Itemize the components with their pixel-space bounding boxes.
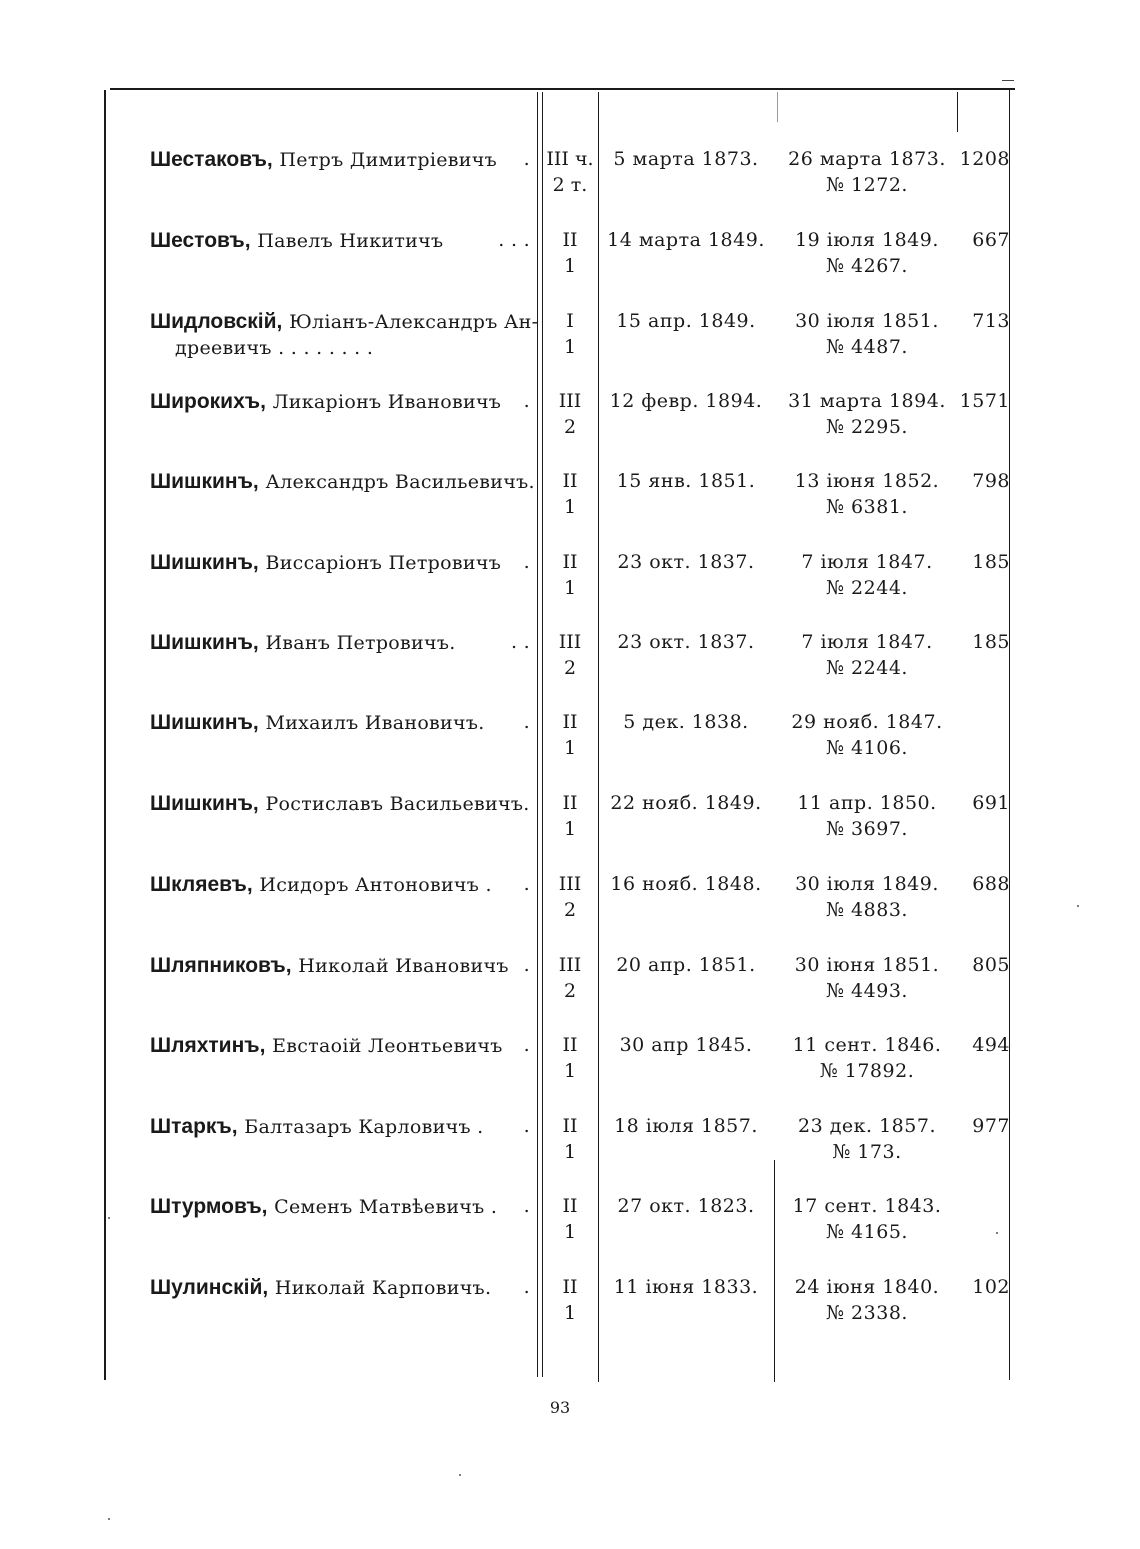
person-name: [150, 871, 530, 898]
surname: Шляхтинъ,: [150, 1034, 266, 1057]
order-number: № 3697.: [826, 818, 908, 840]
person-name: [150, 952, 530, 979]
order-date: 17 сент. 1843.: [792, 1195, 942, 1217]
date-cell: 23 окт. 1837.: [617, 551, 755, 573]
surname: Шидловскій,: [150, 310, 283, 333]
order-number: № 2244.: [826, 657, 908, 679]
given-name: Николай Карповичъ.: [274, 1277, 492, 1299]
person-name: [150, 1274, 530, 1301]
given-name: Евстаоій Леонтьевичъ: [272, 1035, 503, 1057]
surname: Штаркъ,: [150, 1115, 238, 1138]
rank-grade: 1: [563, 577, 577, 599]
table-row: [0, 790, 1140, 868]
order-number: № 2338.: [826, 1302, 908, 1324]
person-name: [150, 227, 530, 254]
record-number: 691: [972, 792, 1010, 814]
order-cell: [776, 790, 958, 842]
record-number: 185: [972, 551, 1010, 573]
rank-grade: 1: [563, 737, 577, 759]
given-name: Николай Ивановичъ: [298, 955, 509, 977]
table-row: [0, 629, 1140, 707]
dot-leader: .: [523, 1115, 530, 1137]
rank-class: II: [562, 470, 578, 492]
table-row: [0, 549, 1140, 627]
given-name: Александръ Васильевичъ.: [265, 471, 535, 493]
order-number: № 4487.: [826, 336, 908, 358]
given-name: Семенъ Матвѣевичъ .: [274, 1196, 498, 1218]
given-name-continuation: дреевичъ . . . . . . . .: [175, 337, 374, 359]
given-name: Павелъ Никитичъ: [257, 230, 444, 252]
number-column-rule: [957, 92, 958, 132]
dot-leader: .: [523, 551, 530, 573]
rank-class: III: [558, 631, 582, 653]
surname: Шулинскій,: [150, 1276, 269, 1299]
given-name: Исидоръ Антоновичъ .: [259, 874, 492, 896]
order-cell: [776, 1193, 958, 1245]
rank-class: II: [562, 1034, 578, 1056]
date-cell: 30 апр 1845.: [619, 1034, 753, 1056]
order-cell: [776, 308, 958, 360]
rank-class: II: [562, 551, 578, 573]
table-row: [0, 388, 1140, 466]
table-row: [0, 1193, 1140, 1271]
order-date: 30 іюля 1849.: [795, 873, 939, 895]
date-cell: 20 апр. 1851.: [616, 954, 756, 976]
rank-cell: [544, 1032, 596, 1084]
person-name: [150, 790, 530, 817]
rank-grade: 1: [563, 1141, 577, 1163]
page-number: 93: [549, 1398, 571, 1417]
rank-cell: [544, 549, 596, 601]
table-row: [0, 952, 1140, 1030]
print-speck: [108, 1217, 110, 1219]
order-cell: [776, 629, 958, 681]
dot-leader: . .: [510, 631, 530, 653]
order-number: № 4883.: [826, 899, 908, 921]
rank-cell: [544, 871, 596, 923]
date-cell: 23 окт. 1837.: [617, 631, 755, 653]
order-date: 7 іюля 1847.: [801, 551, 933, 573]
order-number: № 4267.: [826, 255, 908, 277]
rank-grade: 2 т.: [552, 174, 588, 196]
table-row: [0, 1274, 1140, 1352]
order-date: 7 іюля 1847.: [801, 631, 933, 653]
rank-cell: [544, 1113, 596, 1165]
order-cell: [776, 1274, 958, 1326]
dot-leader: .: [523, 873, 530, 895]
given-name: Виссаріонъ Петровичъ: [265, 552, 502, 574]
person-name: [150, 308, 539, 361]
date-cell: 27 окт. 1823.: [617, 1195, 755, 1217]
order-cell: [776, 146, 958, 198]
order-cell: [776, 227, 958, 279]
given-name: Ликаріонъ Ивановичъ: [272, 391, 502, 413]
rank-class: II: [562, 1276, 578, 1298]
rank-cell: [544, 308, 596, 360]
rank-cell: [544, 629, 596, 681]
order-date: 19 іюля 1849.: [795, 229, 939, 251]
record-number: 798: [972, 470, 1010, 492]
dot-leader: .: [523, 954, 530, 976]
record-number: 185: [972, 631, 1010, 653]
order-number: № 4165.: [826, 1221, 908, 1243]
person-name: [150, 629, 530, 656]
rank-grade: 1: [563, 336, 577, 358]
record-number: 494: [972, 1034, 1010, 1056]
person-name: [150, 1193, 530, 1220]
rank-class: II: [562, 792, 578, 814]
order-number: № 4493.: [826, 980, 908, 1002]
given-name: Балтазаръ Карловичъ .: [244, 1116, 484, 1138]
date-cell: 5 марта 1873.: [613, 148, 759, 170]
dot-leader: .: [523, 1034, 530, 1056]
date-cell: 5 дек. 1838.: [623, 711, 749, 733]
record-number: 667: [972, 229, 1010, 251]
table-row: [0, 871, 1140, 949]
rank-cell: [544, 709, 596, 761]
order-cell: [776, 468, 958, 520]
surname: Шишкинъ,: [150, 631, 259, 654]
order-number: № 2244.: [826, 577, 908, 599]
print-speck: [996, 1232, 998, 1234]
date-cell: 16 нояб. 1848.: [610, 873, 762, 895]
dot-leader: .: [523, 711, 530, 733]
date-cell: 14 марта 1849.: [607, 229, 765, 251]
dot-leader: .: [523, 148, 530, 170]
order-date: 30 іюля 1851.: [795, 310, 939, 332]
order-cell: [776, 1032, 958, 1084]
table-row: [0, 709, 1140, 787]
person-name: [150, 1032, 530, 1059]
given-name: Ростиславъ Васильевичъ.: [265, 793, 530, 815]
rank-cell: [544, 1193, 596, 1245]
rank-grade: 2: [563, 657, 577, 679]
surname: Широкихъ,: [150, 390, 266, 413]
table-row: [0, 227, 1140, 305]
rank-cell: [544, 388, 596, 440]
record-number: 1571: [959, 390, 1010, 412]
order-number: № 6381.: [826, 496, 908, 518]
surname: Шишкинъ,: [150, 792, 259, 815]
person-name: [150, 549, 530, 576]
date-cell: 22 нояб. 1849.: [610, 792, 762, 814]
rank-class: I: [566, 310, 574, 332]
order-cell: [776, 952, 958, 1004]
rank-class: II: [562, 711, 578, 733]
rank-cell: [544, 790, 596, 842]
surname: Шишкинъ,: [150, 711, 259, 734]
record-number: 102: [972, 1276, 1010, 1298]
rank-grade: 1: [563, 1302, 577, 1324]
person-name: [150, 468, 535, 495]
order-date: 31 марта 1894.: [788, 390, 946, 412]
dot-leader: . . .: [498, 229, 530, 251]
rank-grade: 1: [563, 255, 577, 277]
order-date: 24 іюня 1840.: [794, 1276, 940, 1298]
order-cell: [776, 709, 958, 761]
order-date: 26 марта 1873.: [788, 148, 946, 170]
person-name: [150, 388, 530, 415]
order-number: № 1272.: [826, 174, 908, 196]
rank-cell: [544, 952, 596, 1004]
table-row: [0, 1113, 1140, 1191]
table-row: [0, 146, 1140, 224]
rank-cell: [544, 146, 596, 198]
order-number: № 4106.: [826, 737, 908, 759]
rank-grade: 2: [563, 980, 577, 1002]
rank-cell: [544, 468, 596, 520]
rank-grade: 1: [563, 1060, 577, 1082]
order-number: № 173.: [832, 1141, 902, 1163]
person-name: [150, 146, 530, 173]
order-date: 30 іюня 1851.: [794, 954, 940, 976]
order-date: 13 іюня 1852.: [794, 470, 940, 492]
surname: Шкляевъ,: [150, 873, 253, 896]
top-rule: [110, 88, 1015, 90]
date-cell: 11 іюня 1833.: [613, 1276, 759, 1298]
record-number: 1208: [959, 148, 1010, 170]
rank-class: III: [558, 954, 582, 976]
order-date: 11 апр. 1850.: [797, 792, 937, 814]
date-cell: 12 февр. 1894.: [609, 390, 763, 412]
date-cell: 15 апр. 1849.: [616, 310, 756, 332]
rank-class: III: [558, 873, 582, 895]
order-date: 29 нояб. 1847.: [791, 711, 943, 733]
surname: Шестаковъ,: [150, 148, 273, 171]
rank-grade: 2: [563, 416, 577, 438]
rank-class: II: [562, 1195, 578, 1217]
record-number: 688: [972, 873, 1010, 895]
rank-class: III ч.: [546, 148, 594, 170]
surname: Шляпниковъ,: [150, 954, 292, 977]
given-name: Иванъ Петровичъ.: [265, 632, 456, 654]
order-number: № 2295.: [826, 416, 908, 438]
record-number: 805: [972, 954, 1010, 976]
rank-grade: 1: [563, 496, 577, 518]
record-number: 977: [972, 1115, 1010, 1137]
order-date: 23 дек. 1857.: [797, 1115, 936, 1137]
person-name: [150, 1113, 530, 1140]
print-speck: [108, 1518, 110, 1520]
rank-class: II: [562, 229, 578, 251]
date-cell: 15 янв. 1851.: [616, 470, 756, 492]
rank-grade: 1: [563, 1221, 577, 1243]
order-cell: [776, 549, 958, 601]
rank-cell: [544, 227, 596, 279]
order-number: № 17892.: [819, 1060, 915, 1082]
corner-mark: [1002, 80, 1014, 81]
rank-cell: [544, 1274, 596, 1326]
print-speck: [459, 1474, 461, 1476]
surname: Шишкинъ,: [150, 470, 259, 493]
table-row: [0, 1032, 1140, 1110]
order-date: 11 сент. 1846.: [792, 1034, 942, 1056]
dot-leader: .: [523, 1276, 530, 1298]
rank-grade: 1: [563, 818, 577, 840]
order-cell: [776, 1113, 958, 1165]
surname: Шестовъ,: [150, 229, 251, 252]
person-name: [150, 709, 530, 736]
order-cell: [776, 871, 958, 923]
dot-leader: .: [523, 390, 530, 412]
table-row: [0, 468, 1140, 546]
table-row: [0, 308, 1140, 386]
print-speck: [1077, 905, 1079, 907]
rank-class: II: [562, 1115, 578, 1137]
surname: Штурмовъ,: [150, 1195, 268, 1218]
given-name: Юліанъ-Александръ Ан-: [289, 311, 539, 333]
rank-grade: 2: [563, 899, 577, 921]
rank-class: III: [558, 390, 582, 412]
given-name: Петръ Димитріевичъ: [279, 149, 497, 171]
surname: Шишкинъ,: [150, 551, 259, 574]
order-column-rule-top: [777, 92, 778, 122]
record-number: 713: [972, 310, 1010, 332]
dot-leader: .: [523, 1195, 530, 1217]
given-name: Михаилъ Ивановичъ.: [265, 712, 485, 734]
date-cell: 18 іюля 1857.: [614, 1115, 758, 1137]
order-cell: [776, 388, 958, 440]
